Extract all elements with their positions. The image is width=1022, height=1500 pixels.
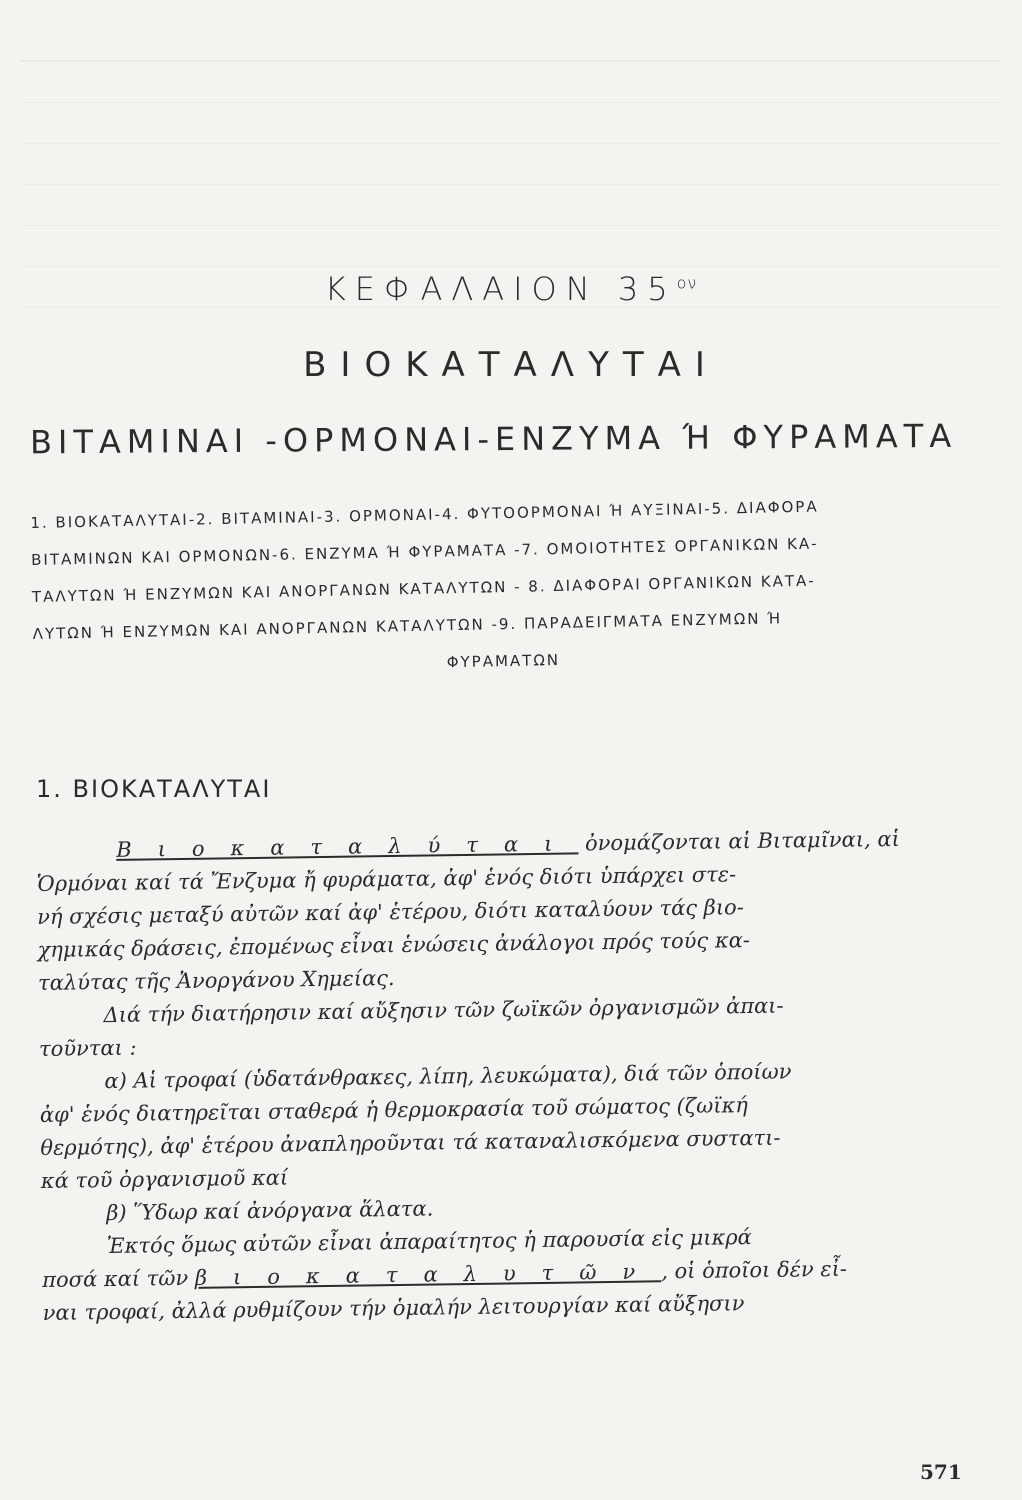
paragraph-line: β) Ὕδωρ καί ἀνόργανα ἅλατα.	[106, 1196, 434, 1226]
contents-line: ΦΥΡΑΜΑΤΩΝ	[446, 650, 561, 672]
contents-line: 1. ΒΙΟΚΑΤΑΛΥΤΑΙ-2. ΒΙΤΑΜΙΝΑΙ-3. ΟΡΜΟΝΑΙ-4. ΦΥΤΟΟΡΜΟΝΑΙ Ή ΑΥΞΙΝΑΙ-5. ΔΙΑΦΟΡΑ	[30, 497, 819, 532]
paragraph-line: ταλύτας τῆς Ἀνοργάνου Χημείας.	[37, 966, 395, 995]
section-heading: 1. ΒΙΟΚΑΤΑΛΥΤΑΙ	[36, 775, 272, 803]
paragraph-line: κά τοῦ ὀργανισμοῦ καί	[40, 1165, 289, 1193]
contents-line: ΒΙΤΑΜΙΝΩΝ ΚΑΙ ΟΡΜΟΝΩΝ-6. ΕΝΖΥΜΑ Ή ΦΥΡΑΜΑΤΑ -7. ΟΜΟΙΟΤΗΤΕΣ ΟΡΓΑΝΙΚΩΝ ΚΑ-	[30, 534, 819, 569]
page-title: ΒΙΟΚΑΤΑΛΥΤΑΙ	[303, 345, 719, 385]
chapter-contents	[30, 485, 974, 690]
paragraph-line: Διά τήν διατήρησιν καί αὔξησιν τῶν ζωϊκῶν ὀργανισμῶν ἀπαι-	[103, 993, 784, 1028]
paragraph-line: Ὁρμόναι καί τά Ἔνζυμα ἤ φυράματα, ἀφ' ἑνός διότι ὑπάρχει στε-	[36, 862, 737, 896]
paragraph-text: , οἱ ὁποῖοι δέν εἶ-	[661, 1256, 848, 1284]
page-subtitle: ΒΙΤΑΜΙΝΑΙ -ΟΡΜΟΝΑΙ-ΕΝΖΥΜΑ Ή ΦΥΡΑΜΑΤΑ	[29, 416, 958, 462]
contents-line: ΛΥΤΩΝ Ή ΕΝΖΥΜΩΝ ΚΑΙ ΑΝΟΡΓΑΝΩΝ ΚΑΤΑΛΥΤΩΝ -9. ΠΑΡΑΔΕΙΓΜΑΤΑ ΕΝΖΥΜΩΝ Ή	[32, 609, 783, 643]
paragraph-line: ἀφ' ἑνός διατηρεῖται σταθερά ἡ θερμοκρασία τοῦ σώματος (ζωϊκή	[39, 1093, 749, 1127]
bleed-through-table	[20, 60, 1000, 362]
term-biocatalysts: Βιοκαταλύται	[116, 831, 579, 862]
paragraph-line: α) Αἱ τροφαί (ὑδατάνθρακες, λίπη, λευκώματα), διά τῶν ὁποίων	[104, 1059, 792, 1094]
chapter-ordinal-suffix: ον	[676, 273, 698, 293]
paragraph-line: νή σχέσις μεταξύ αὐτῶν καί ἀφ' ἑτέρου, διότι καταλύουν τάς βιο-	[36, 895, 744, 929]
paragraph-text: ποσά καί τῶν	[42, 1265, 189, 1292]
chapter-heading	[0, 270, 1022, 308]
paragraph-line: θερμότης), ἀφ' ἑτέρου ἀναπληροῦνται τά καταναλισκόμενα συστατι-	[40, 1125, 781, 1160]
paragraph-line: τοῦνται :	[38, 1035, 137, 1061]
body-text	[36, 822, 993, 1330]
page-number: 571	[920, 1460, 962, 1484]
term-biocatalysts-genitive: βιοκαταλυτῶν	[194, 1259, 662, 1290]
contents-line: ΤΑΛΥΤΩΝ Ή ΕΝΖΥΜΩΝ ΚΑΙ ΑΝΟΡΓΑΝΩΝ ΚΑΤΑΛΥΤΩΝ - 8. ΔΙΑΦΟΡΑΙ ΟΡΓΑΝΙΚΩΝ ΚΑΤΑ-	[31, 571, 816, 606]
paragraph-text: ὀνομάζονται αἱ Βιταμῖναι, αἱ	[584, 826, 900, 856]
chapter-label: ΚΕΦΑΛΑΙΟΝ 35	[324, 270, 677, 308]
paragraph-line: ναι τροφαί, ἀλλά ρυθμίζουν τήν ὁμαλήν λειτουργίαν καί αὔξησιν	[42, 1291, 745, 1325]
paragraph-line: Ἐκτός ὅμως αὐτῶν εἶναι ἀπαραίτητος ἡ παρουσία εἰς μικρά	[106, 1225, 752, 1259]
paragraph-line: χημικάς δράσεις, ἐπομένως εἶναι ἑνώσεις ἀνάλογοι πρός τούς κα-	[37, 928, 751, 962]
